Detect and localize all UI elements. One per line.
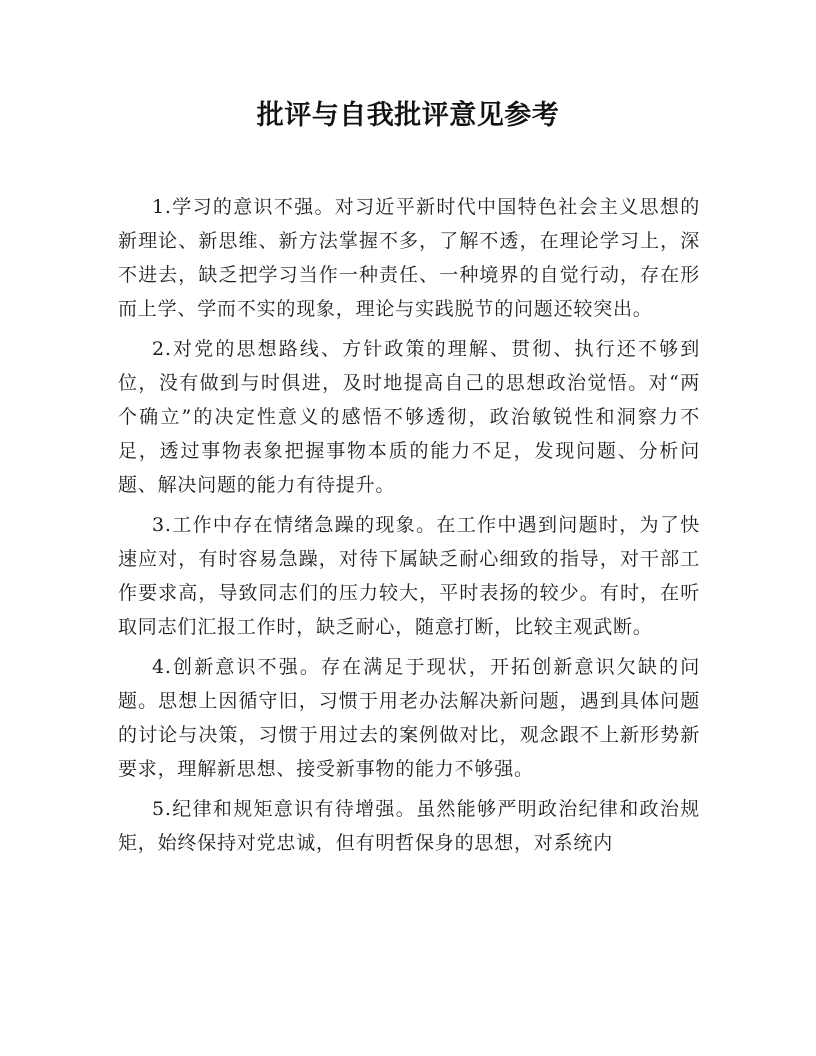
paragraph-2: 2.对党的思想路线、方针政策的理解、贯彻、执行还不够到位，没有做到与时俱进，及时地提高自己的思想政治觉悟。对“两个确立”的决定性意义的感悟不够透彻，政治敏锐性和洞察力不足，透过事物表象把握事物本质的能力不足，发现问题、分析问题、解决问题的能力有待提升。 [118,338,700,496]
paragraph-1: 1.学习的意识不强。对习近平新时代中国特色社会主义思想的新理论、新思维、新方法掌握不多，了解不透，在理论学习上，深不进去，缺乏把学习当作一种责任、一种境界的自觉行动，存在形而上学、学而不实的现象，理论与实践脱节的问题还较突出。 [118,196,700,320]
document-title: 批评与自我批评意见参考 [256,100,560,131]
document-body [118,190,700,866]
paragraph-3: 3.工作中存在情绪急躁的现象。在工作中遇到问题时，为了快速应对，有时容易急躁，对待下属缺乏耐心细致的指导，对干部工作要求高，导致同志们的压力较大，平时表扬的较少。有时，在听取同志们汇报工作时，缺乏耐心，随意打断，比较主观武断。 [118,514,700,638]
paragraph-4: 4.创新意识不强。存在满足于现状，开拓创新意识欠缺的问题。思想上因循守旧，习惯于用老办法解决新问题，遇到具体问题的讨论与决策，习惯于用过去的案例做对比，观念跟不上新形势新要求，理解新思想、接受新事物的能力不够强。 [118,656,700,780]
paragraph-5: 5.纪律和规矩意识有待增强。虽然能够严明政治纪律和政治规矩，始终保持对党忠诚，但有明哲保身的思想，对系统内 [118,798,700,854]
